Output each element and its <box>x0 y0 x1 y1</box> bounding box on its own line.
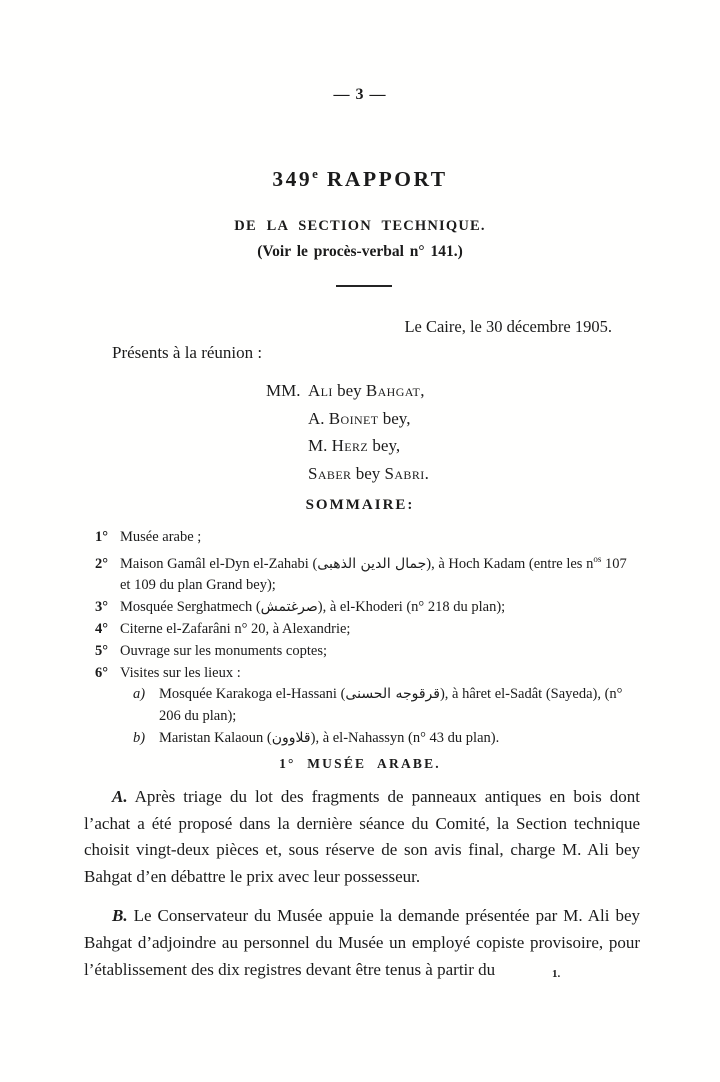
sommaire-item-number: a) <box>133 686 146 703</box>
section-heading: 1° MUSÉE ARABE. <box>279 756 441 771</box>
report-title <box>0 167 720 192</box>
arabic-text: قلاوون <box>271 730 311 746</box>
sommaire-item: 4° Citerne el-Zafarâni n° 20, à Alexandrie; <box>95 619 632 641</box>
sommaire-heading: SOMMAIRE: <box>305 497 415 513</box>
sommaire-item-number: 6° <box>95 664 109 681</box>
sommaire-item-number: 4° <box>95 621 109 638</box>
paragraph-lead-letter: A. <box>112 787 128 806</box>
body-paragraph: B. Le Conservateur du Musée appuie la demande présentée par M. Ali bey Bahgat d’adjoindre au personnel du Musée un employé copiste provisoire, pour l’établissement des dix registres devant être tenus à partir du <box>84 906 640 979</box>
sommaire-item: b) Maristan Kalaoun (قلاوون), à el-Nahassyn (n° 43 du plan). <box>133 728 632 750</box>
sommaire-item: 2° Maison Gamâl el-Dyn el-Zahabi (جمال الدين الذهبى), à Hoch Kadam (entre les $n^{os}$ 107 et 109 du plan Grand bey); <box>95 553 627 594</box>
arabic-text: قرقوجه الحسنى <box>345 686 440 703</box>
arabic-text: جمال الدين الذهبى <box>317 555 427 572</box>
page-number: — 3 — <box>333 86 387 103</box>
report-title-number: 349 <box>272 167 313 192</box>
signature-mark: 1. <box>552 968 561 980</box>
attendee-line: M. Herz bey, <box>308 436 401 455</box>
dateline: Le Caire, le 30 décembre 1905. <box>404 317 612 336</box>
sommaire-item: 5° Ouvrage sur les monuments coptes; <box>95 641 632 663</box>
report-title-ordinal: e <box>312 167 318 181</box>
report-subtitle: DE LA SECTION TECHNIQUE. <box>234 218 486 234</box>
attendee-line: A. Boinet bey, <box>308 408 411 428</box>
sommaire-item-number: b) <box>133 730 146 746</box>
sommaire-item: 1° Musée arabe ; <box>95 527 632 549</box>
presents-label: Présents à la réunion : <box>112 343 263 362</box>
sommaire-item-number: 5° <box>95 642 109 659</box>
body-paragraphs <box>84 784 640 996</box>
sommaire-item-number: 1° <box>95 529 109 545</box>
body-paragraph: A. Après triage du lot des fragments de panneaux antiques en bois dont l’achat a été proposé dans la dernière séance du Comité, la Section technique choisit vingt-deux pièces et, sous réserve de son avis final, charge M. Ali bey Bahgat d’en débattre le prix avec leur possesseur. <box>84 787 640 886</box>
paragraph-lead-letter: B. <box>112 906 128 926</box>
attendees-list <box>266 377 430 487</box>
sommaire-item: 3° Mosquée Serghatmech (صرغتمش), à el-Khoderi (n° 218 du plan); <box>95 597 632 619</box>
sommaire-item: 6° Visites sur les lieux : <box>95 663 632 685</box>
attendee-line: MM. Ali bey Bahgat, <box>308 377 429 405</box>
arabic-text: صرغتمش <box>260 599 318 616</box>
sommaire-list <box>95 527 632 750</box>
sommaire-item: a) Mosquée Karakoga el-Hassani (قرقوجه الحسنى), à hâret el-Sadât (Sayeda), (n° 206 du plan); <box>133 686 623 725</box>
attendee-line: Saber bey Sabri. <box>308 463 430 483</box>
reference-note: (Voir le procès-verbal n° 141.) <box>257 243 463 260</box>
report-title-word: RAPPORT <box>326 167 448 192</box>
sommaire-item-number: 3° <box>95 599 109 616</box>
attendees-prefix: MM. <box>266 381 301 400</box>
divider-rule <box>336 285 392 287</box>
sommaire-item-number: 2° <box>95 555 109 572</box>
